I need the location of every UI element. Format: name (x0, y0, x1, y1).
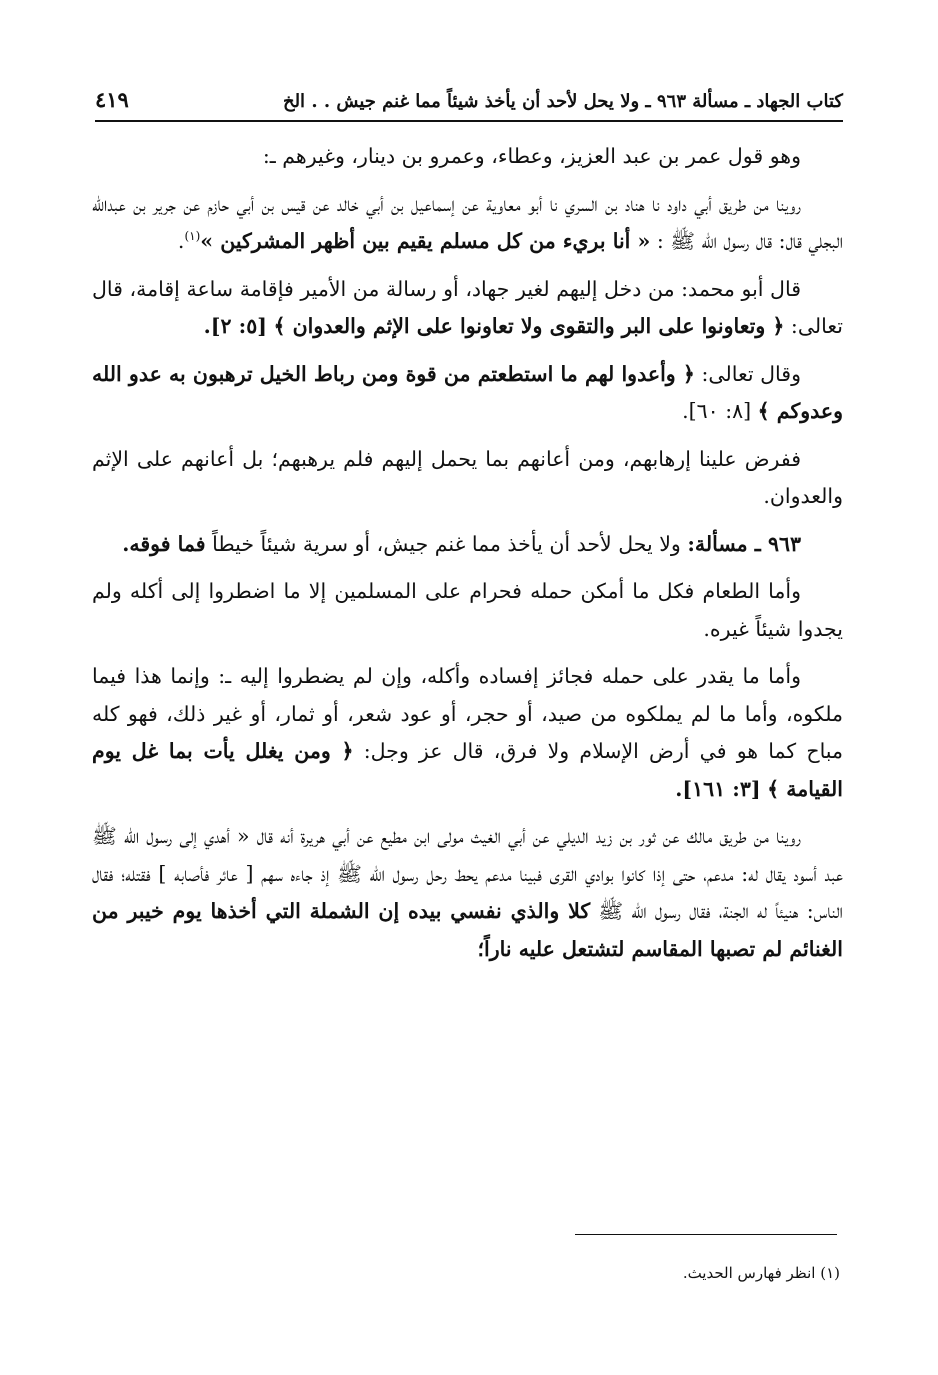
main-text (92, 138, 843, 978)
paragraph-3-text: قال أبو محمد: من دخل إليهم لغير جهاد، أو رسالة من الأمير فإقامة ساعة إقامة، قال تعالى: (92, 276, 843, 338)
running-title: كتاب الجهاد ـ مسألة ٩٦٣ ـ ولا يحل لأحد أن يأخذ شيئاً مما غنم جيش . . الخ (282, 91, 843, 112)
page-number: ٤١٩ (95, 87, 129, 112)
paragraph-9-text: روينا من طريق مالك عن ثور بن زيد الديلي عن أبي الغيث مولى ابن مطيع عن أبي هريرة أنه قال « أهدي إلى رسول الله ﷺ عبد أسود يقال له: مدعم، حتى إذا كانوا بوادي القرى فبينا مدعم يحط رحل رسول الله ﷺ إذ جاءه سهم [ عائر فأصابه ] فقتله؛ فقال الناس: هنيئاً له الجنة، فقال رسول الله ﷺ (92, 824, 843, 923)
paragraph-5 (92, 441, 843, 516)
footnote-ref-1[interactable]: (١) (184, 229, 201, 244)
issue-text-end: فما فوقه. (122, 531, 206, 556)
issue-number: ٩٦٣ ـ مسألة: (687, 531, 801, 556)
paragraph-8-text: وأما ما يقدر على حمله فجائز إفساده وأكله، وإن لم يضطروا إليه ـ: وإنما هذا فيما ملكوه، وأما ما لم يملكوه من صيد، أو حجر، أو عود شعر، أو ثمار، أو غير ذلك، فهو كله مباح كما هو في أرض الإسلام ولا فرق، قال عز وجل: (92, 664, 843, 763)
paragraph-2 (92, 186, 843, 261)
paragraph-7-text: وأما الطعام فكل ما أمكن حمله فحرام على المسلمين إلا ما اضطروا إلى أكله ولم يجدوا شيئاً غيره. (92, 579, 843, 641)
paragraph-4-text: وقال تعالى: (701, 361, 802, 386)
paragraph-3 (92, 271, 843, 346)
paragraph-1-text: وهو قول عمر بن عبد العزيز، وعطاء، وعمرو بن دينار، وغيرهم ـ: (262, 144, 801, 168)
quran-verse-2: ﴿ وأعدوا لهم ما استطعتم من قوة ومن رباط الخيل ترهبون به عدو الله وعدوكم ﴾ (92, 361, 843, 423)
running-header (95, 72, 843, 112)
verse-ref-2: [٨: ٦٠]. (682, 399, 752, 423)
quran-verse-1: ﴿ وتعاونوا على البر والتقوى ولا تعاونوا على الإثم والعدوان ﴾ (273, 314, 785, 338)
footnote-rule (575, 1234, 837, 1235)
hadith-quote-1: « أنا بريء من كل مسلم يقيم بين أظهر المشركين » (200, 229, 651, 253)
paragraph-8 (92, 658, 843, 808)
hadith-quote-2: كلا والذي نفسي بيده إن الشملة التي أخذها يوم خيبر من الغنائم لم تصبها المقاسم لتشتعل عليه ناراً؛ (92, 899, 843, 961)
paragraph-7 (92, 573, 843, 648)
verse-ref-3: [٣: ١٦١]. (675, 776, 761, 801)
paragraph-5-text: ففرض علينا إرهابهم، ومن أعانهم بما يحمل إليهم فلم يرهبهم؛ بل أعانهم على الإثم والعدوان. (92, 446, 843, 508)
verse-ref-1: [٥: ٢]. (203, 314, 267, 338)
footnote-1: (١) انظر فهارس الحديث. (682, 1264, 840, 1282)
paragraph-2-text: روينا من طريق أبي داود نا هناد بن السري نا أبو معاوية عن إسماعيل بن أبي خالد عن قيس بن أبي حازم عن جرير بن عبدالله البجلي قال: قال رسول الله ﷺ : (92, 191, 843, 253)
issue-text: ولا يحل لأحد أن يأخذ مما غنم جيش، أو سرية شيئاً خيطاً (212, 531, 681, 556)
issue-963 (92, 526, 843, 564)
paragraph-1 (92, 138, 843, 176)
paragraph-2-end: . (177, 229, 185, 253)
paragraph-4 (92, 356, 843, 431)
quran-verse-3: ﴿ ومن يغلل يأت بما غل يوم القيامة ﴾ (92, 739, 843, 801)
paragraph-9 (92, 818, 843, 968)
header-rule (95, 120, 843, 122)
